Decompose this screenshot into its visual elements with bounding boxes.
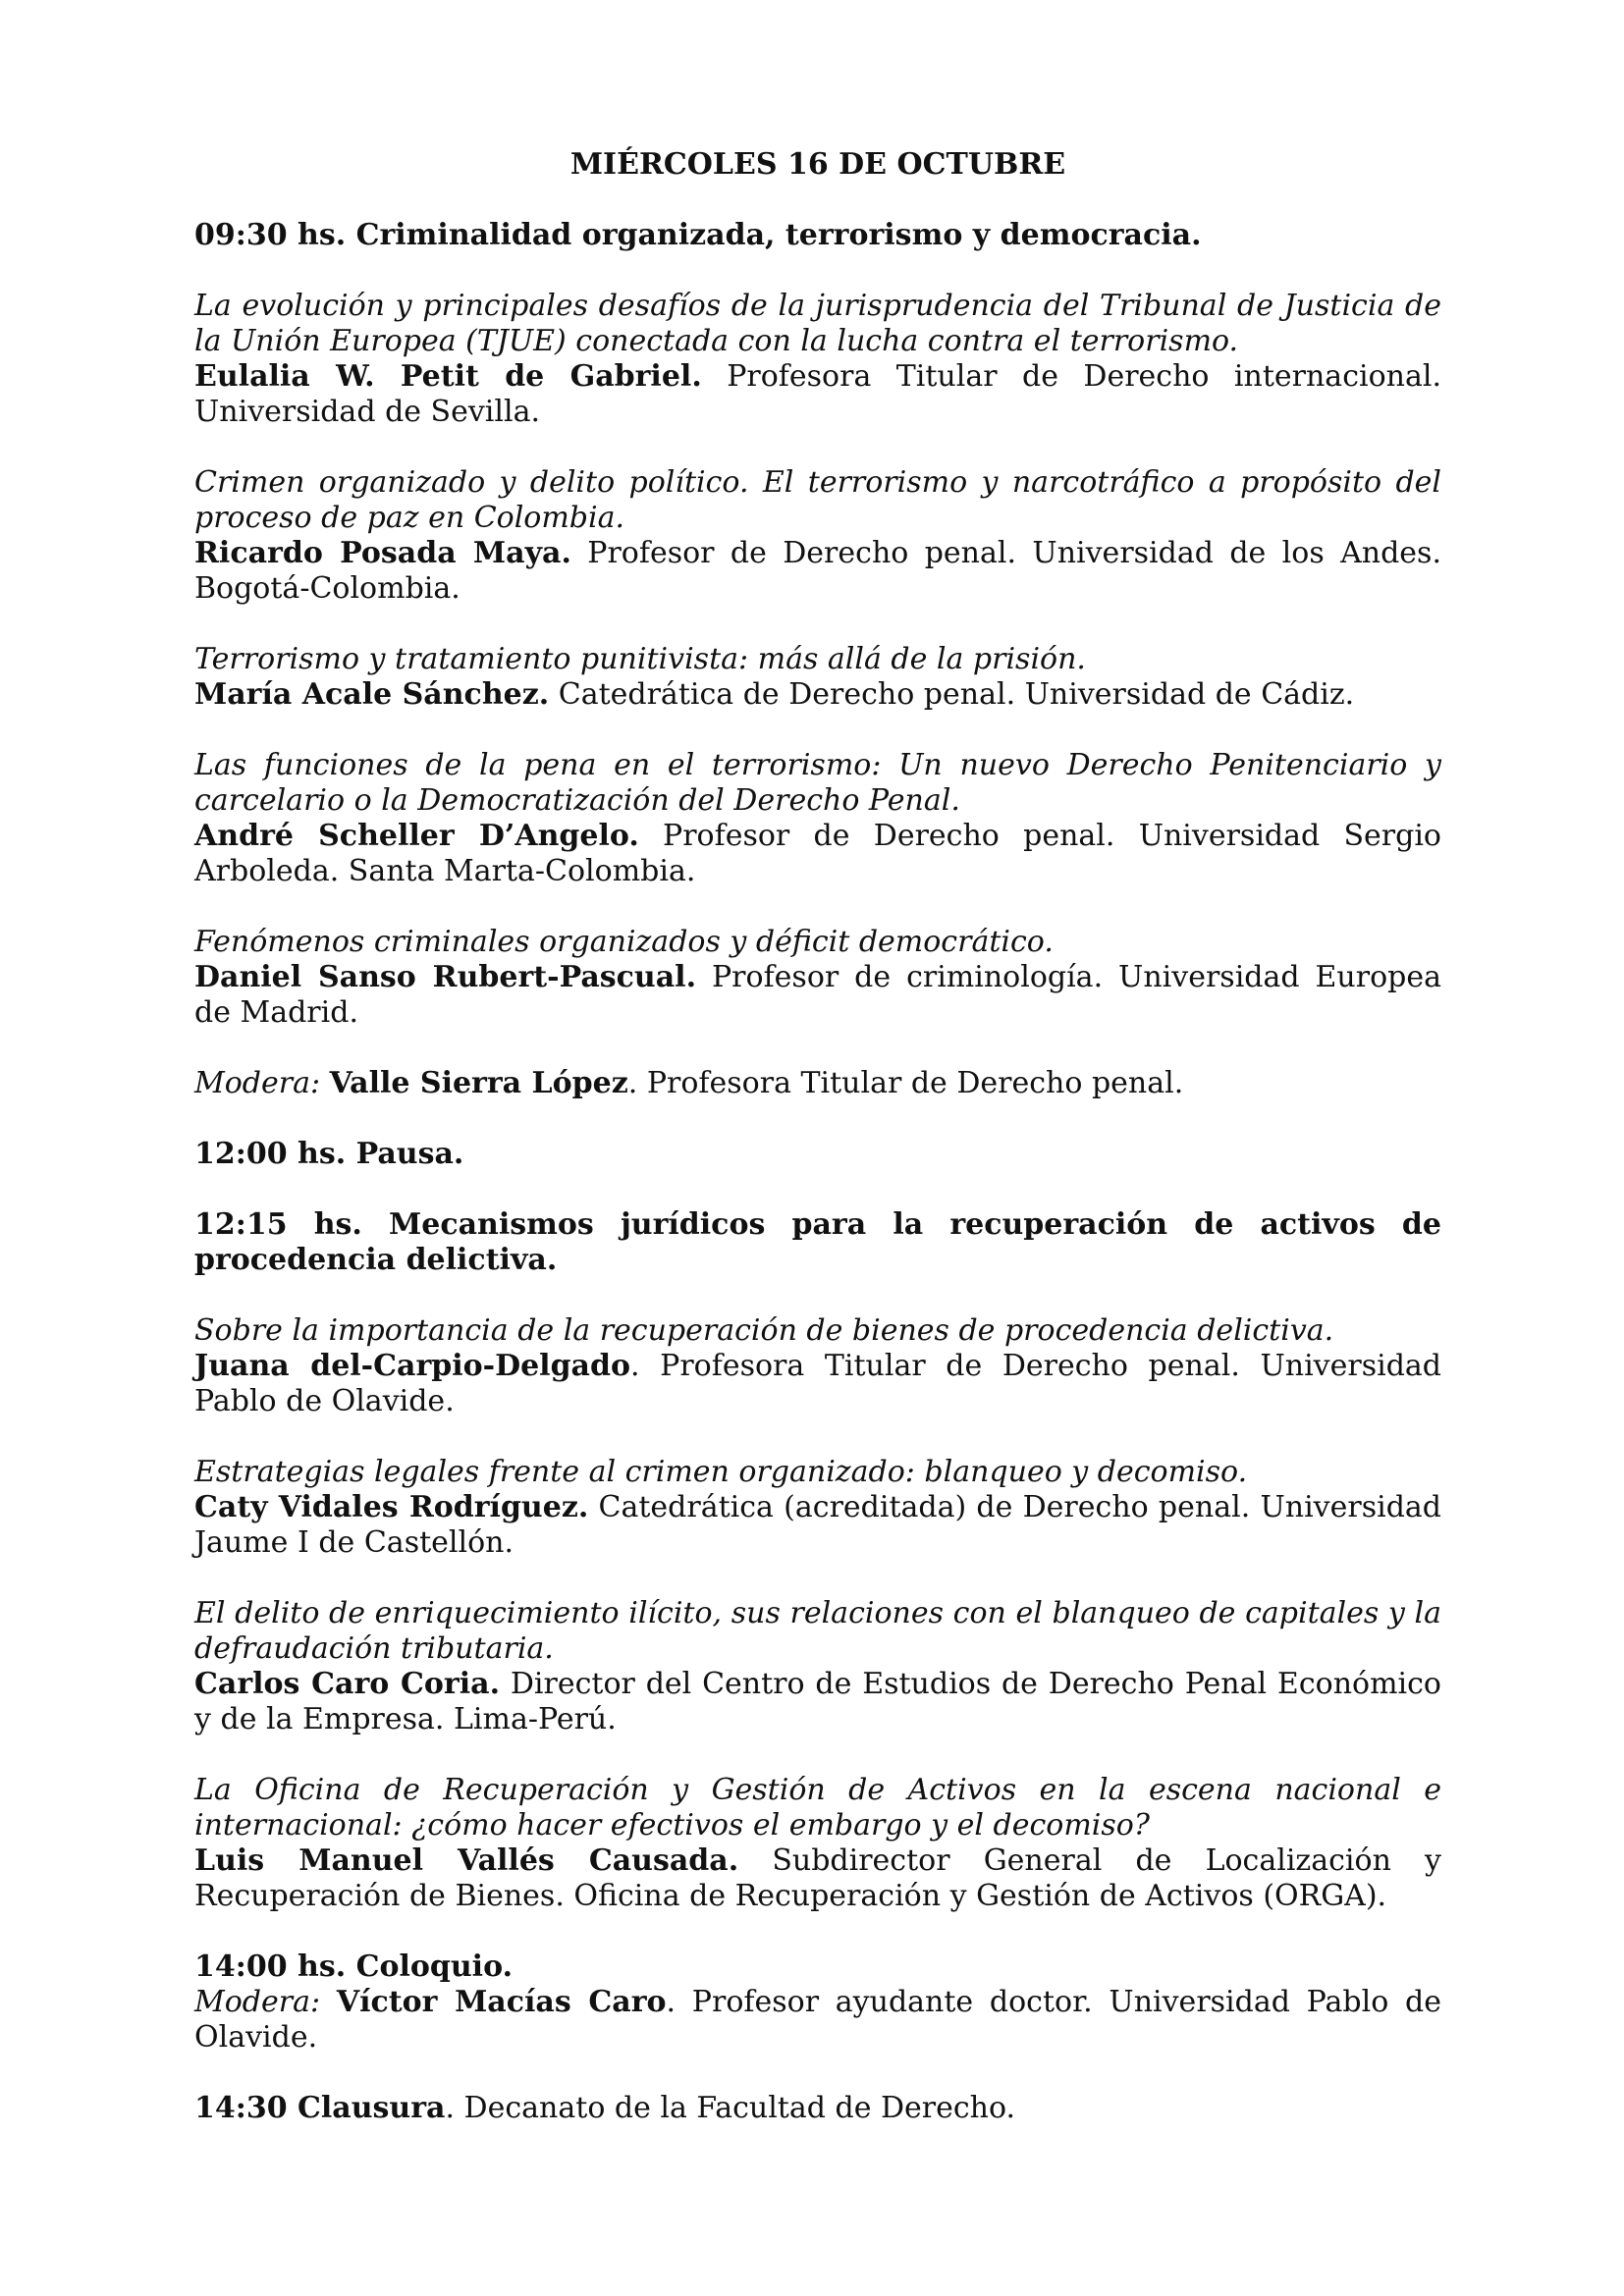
speaker-line <box>194 1349 1441 1419</box>
session-title: 12:00 hs. Pausa. <box>194 1137 464 1171</box>
speaker-affiliation: Profesor de Derecho penal. Universidad Sergio Arboleda. Santa Marta-Colombia. <box>194 819 1441 888</box>
speaker-name: María Acale Sánchez. <box>194 677 550 712</box>
moderator-affiliation: . Profesor ayudante doctor. Universidad Pablo de Olavide. <box>194 1985 1441 2055</box>
closing-title: 14:30 Clausura <box>194 2091 446 2125</box>
talk-title: La Oficina de Recuperación y Gestión de Activos en la escena nacional e internacional: ¿cómo hacer efectivos el embargo y el decomiso? <box>194 1773 1441 1842</box>
speaker-affiliation: Profesor de criminología. Universidad Europea de Madrid. <box>194 960 1441 1030</box>
session-title: 14:00 hs. Coloquio. <box>194 1949 514 1984</box>
moderator-line <box>194 1066 1441 1101</box>
talk-item <box>194 642 1441 713</box>
talk-item <box>194 465 1441 607</box>
speaker-name: Ricardo Posada Maya. <box>194 536 571 570</box>
talk-title: El delito de enriquecimiento ilícito, sus relaciones con el blanqueo de capitales y la defraudación tributaria. <box>194 1596 1441 1666</box>
session-title: 09:30 hs. Criminalidad organizada, terrorismo y democracia. <box>194 218 1202 252</box>
speaker-name: Carlos Caro Coria. <box>194 1667 501 1701</box>
talk-title: Las funciones de la pena en el terrorismo: Un nuevo Derecho Penitenciario y carcelario o la Democratización del Derecho Penal. <box>194 748 1441 818</box>
session-title: 12:15 hs. Mecanismos jurídicos para la recuperación de activos de procedencia delictiva. <box>194 1207 1441 1277</box>
speaker-affiliation: Director del Centro de Estudios de Derecho Penal Económico y de la Empresa. Lima-Perú. <box>194 1667 1441 1736</box>
speaker-line <box>194 819 1441 889</box>
talk-item <box>194 925 1441 1031</box>
moderator-affiliation: . Profesora Titular de Derecho penal. <box>627 1066 1184 1100</box>
speaker-line <box>194 1843 1441 1914</box>
moderator-label: Modera: <box>194 1066 321 1100</box>
speaker-line <box>194 677 1441 713</box>
talk-item <box>194 748 1441 889</box>
speaker-line <box>194 1667 1441 1737</box>
speaker-line <box>194 1490 1441 1561</box>
moderator-label: Modera: <box>194 1985 321 2019</box>
talk-title: Fenómenos criminales organizados y déficit democrático. <box>194 925 1054 959</box>
day-title: MIÉRCOLES 16 DE OCTUBRE <box>569 147 1066 182</box>
speaker-name: Daniel Sanso Rubert-Pascual. <box>194 960 697 994</box>
talk-title: La evolución y principales desafíos de la jurisprudencia del Tribunal de Justicia de la Unión Europea (TJUE) conectada con la lucha contra el terrorismo. <box>194 289 1441 358</box>
speaker-line <box>194 536 1441 607</box>
talk-item <box>194 289 1441 430</box>
moderator-name: Víctor Macías Caro <box>336 1985 667 2019</box>
speaker-name: Eulalia W. Petit de Gabriel. <box>194 359 702 394</box>
talk-item <box>194 1773 1441 1914</box>
talk-title: Crimen organizado y delito político. El terrorismo y narcotráfico a propósito del proceso de paz en Colombia. <box>194 465 1441 535</box>
speaker-name: Juana del-Carpio-Delgado <box>194 1349 630 1383</box>
speaker-affiliation: Profesor de Derecho penal. Universidad de los Andes. Bogotá-Colombia. <box>194 536 1441 606</box>
moderator-line <box>194 1985 1441 2056</box>
closing-text: . Decanato de la Facultad de Derecho. <box>445 2091 1016 2125</box>
speaker-affiliation: Catedrática de Derecho penal. Universidad de Cádiz. <box>549 677 1355 712</box>
talk-title: Estrategias legales frente al crimen organizado: blanqueo y decomiso. <box>194 1455 1248 1489</box>
speaker-affiliation: . Profesora Titular de Derecho penal. Universidad Pablo de Olavide. <box>194 1349 1441 1418</box>
talk-item <box>194 1455 1441 1561</box>
program-page <box>194 147 1441 2162</box>
talk-title: Sobre la importancia de la recuperación de bienes de procedencia delictiva. <box>194 1313 1334 1348</box>
speaker-affiliation: Profesora Titular de Derecho internacional. Universidad de Sevilla. <box>194 359 1441 429</box>
talk-item <box>194 1313 1441 1419</box>
speaker-affiliation: Catedrática (acreditada) de Derecho penal. Universidad Jaume I de Castellón. <box>194 1490 1441 1560</box>
colloquium-block <box>194 1949 1441 2056</box>
speaker-name: Caty Vidales Rodríguez. <box>194 1490 589 1524</box>
talk-title: Terrorismo y tratamiento punitivista: más allá de la prisión. <box>194 642 1086 676</box>
speaker-name: Luis Manuel Vallés Causada. <box>194 1843 739 1878</box>
speaker-line <box>194 960 1441 1031</box>
talk-item <box>194 1596 1441 1737</box>
speaker-affiliation: Subdirector General de Localización y Recuperación de Bienes. Oficina de Recuperación y Gestión de Activos (ORGA). <box>194 1843 1442 1913</box>
speaker-line <box>194 359 1441 430</box>
speaker-name: André Scheller D’Angelo. <box>194 819 639 853</box>
closing-line <box>194 2091 1441 2126</box>
moderator-name: Valle Sierra López <box>329 1066 628 1100</box>
